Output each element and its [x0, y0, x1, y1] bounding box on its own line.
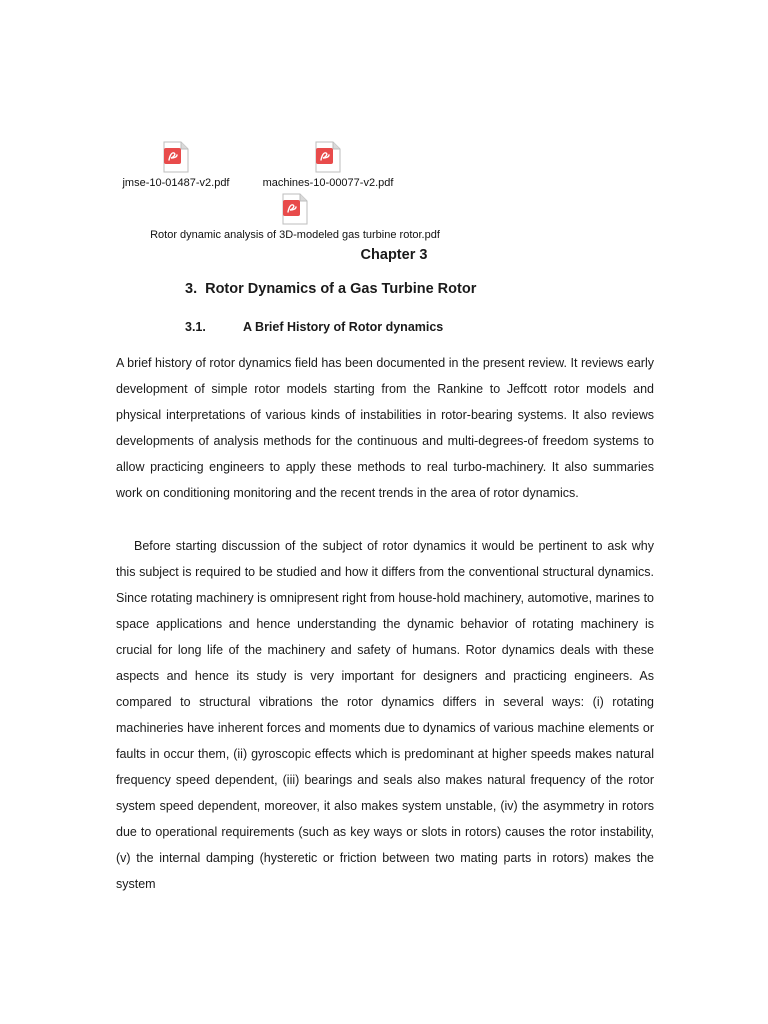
attachment-machines-pdf[interactable]	[258, 141, 398, 189]
attachment-rotor-analysis-pdf[interactable]	[140, 193, 450, 241]
subsection-title-text: A Brief History of Rotor dynamics	[243, 320, 444, 334]
pdf-file-icon	[162, 141, 190, 173]
pdf-file-icon	[314, 141, 342, 173]
body-paragraph: Before starting discussion of the subject of rotor dynamics it would be pertinent to ask why this subject is required to be studied and how it differs from the conventional structural dynamics. Since rotating machinery is omnipresent right from house-hold machinery, automotive, marines to space applications and hence understanding the dynamic behavior of rotating machinery is crucial for long life of the machinery and safety of humans. Rotor dynamics deals with these aspects and hence its study is very important for designers and practicing engineers. As compared to structural vibrations the rotor dynamics differs in several ways: (i) rotating machineries have inherent forces and moments due to dynamics of various machine elements or faults in occur them, (ii) gyroscopic effects which is predominant at higher speeds makes natural frequency speed dependent, (iii) bearings and seals also makes natural frequency of the rotor system speed dependent, moreover, it also makes system unstable, (iv) the asymmetry in rotors due to operational requirements (such as key ways or slots in rotors) causes the rotor instability, (v) the internal damping (hysteretic or friction between two mating parts in rotors) makes the system	[116, 539, 654, 891]
attachment-jmse-pdf[interactable]	[116, 141, 236, 189]
attachment-filename: Rotor dynamic analysis of 3D-modeled gas turbine rotor.pdf	[150, 229, 440, 241]
section-heading	[185, 281, 476, 297]
attachment-filename: jmse-10-01487-v2.pdf	[122, 177, 230, 189]
subsection-heading	[185, 320, 443, 334]
body-paragraph: A brief history of rotor dynamics field has been documented in the present review. It reviews early development of simple rotor models starting from the Rankine to Jeffcott rotor models and physical interpretations of various kinds of instabilities in rotor-bearing systems. It also reviews developments of analysis methods for the continuous and multi-degrees-of freedom systems to allow practicing engineers to apply these methods to real turbo-machinery. It also summaries work on conditioning monitoring and the recent trends in the area of rotor dynamics.	[116, 356, 654, 500]
chapter-heading: Chapter 3	[360, 247, 428, 263]
attachment-filename: machines-10-00077-v2.pdf	[262, 177, 394, 189]
pdf-file-icon	[281, 193, 309, 225]
subsection-number: 3.1.	[185, 320, 206, 334]
section-title-text: Rotor Dynamics of a Gas Turbine Rotor	[205, 281, 477, 297]
section-number: 3.	[185, 281, 198, 297]
